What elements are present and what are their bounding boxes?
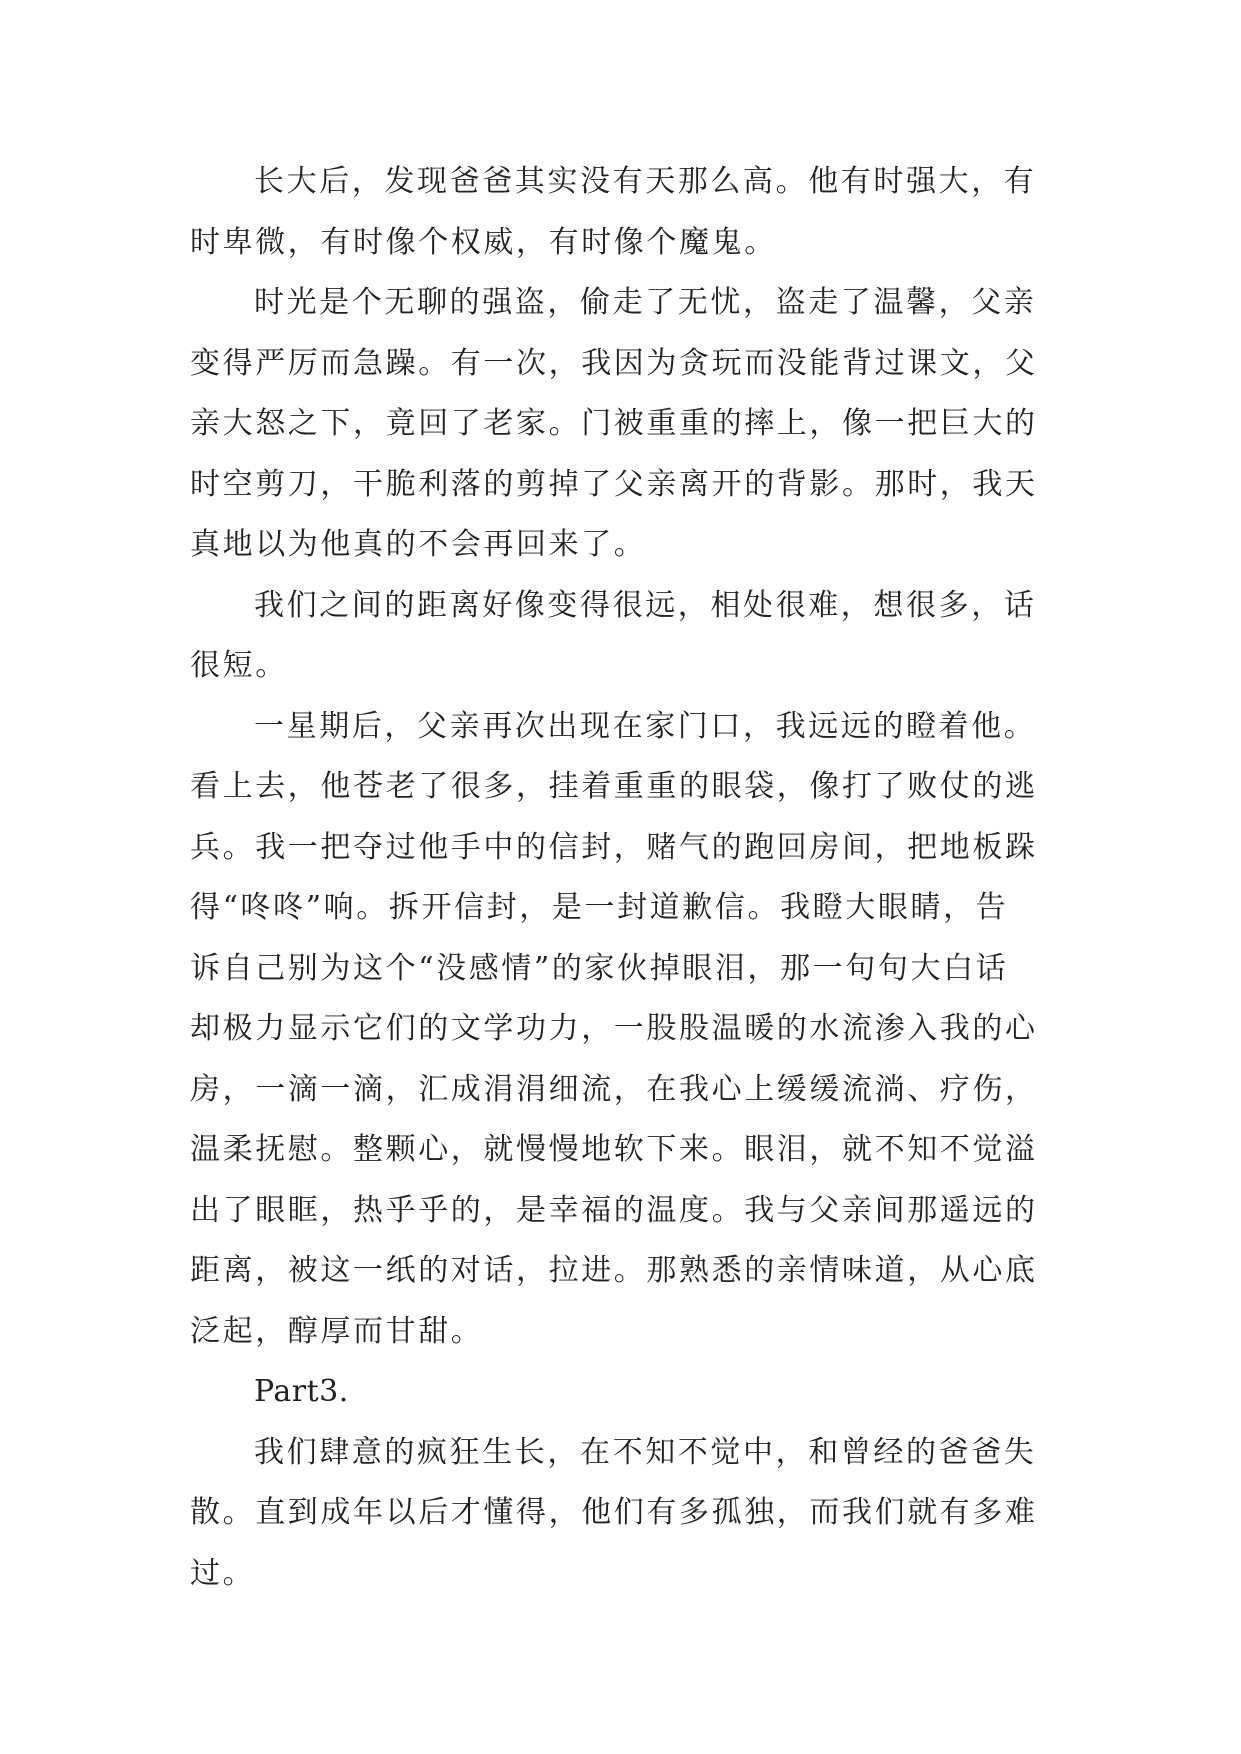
text-line: 很短。 [190,648,288,683]
text-line: 房，一滴一滴，汇成涓涓细流，在我心上缓缓流淌、疗伤， [190,1071,1038,1107]
text-line: 兵。我一把夺过他手中的信封，赌气的跑回房间，把地板跺 [190,829,1038,865]
text-line: 我们肆意的疯狂生长，在不知不觉中，和曾经的爸爸失 [254,1434,1037,1470]
text-line: 一星期后，父亲再次出现在家门口，我远远的瞪着他。 [254,708,1037,744]
text-line: 时空剪刀，干脆利落的剪掉了父亲离开的背影。那时，我天 [190,466,1038,502]
text-line: 散。直到成年以后才懂得，他们有多孤独，而我们就有多难 [190,1495,1038,1530]
paragraph-1 [190,152,1052,273]
text-line: 时卑微，有时像个权威，有时像个魔鬼。 [190,224,777,260]
text-line: 诉自己别为这个“没感情”的家伙掉眼泪，那一句句大白话 [190,950,1009,986]
paragraph-3 [190,576,1052,697]
document-body [190,152,1052,1604]
text-line: 看上去，他苍老了很多，挂着重重的眼袋，像打了败仗的逃 [190,769,1038,804]
text-line: 得“咚咚”响。拆开信封，是一封道歉信。我瞪大眼睛，告 [190,890,1009,925]
section-heading: Part3. [254,1374,349,1409]
text-line: 过。 [190,1555,256,1591]
text-line: 温柔抚慰。整颗心，就慢慢地软下来。眼泪，就不知不觉溢 [190,1132,1038,1167]
paragraph-2 [190,273,1052,576]
paragraph-5 [190,1423,1052,1605]
text-line: 时光是个无聊的强盗，偷走了无忧，盗走了温馨，父亲 [254,285,1037,320]
text-line: 变得严厉而急躁。有一次，我因为贪玩而没能背过课文，父 [190,345,1038,381]
text-line: 距离，被这一纸的对话，拉进。那熟悉的亲情味道，从心底 [190,1253,1038,1288]
paragraph-4 [190,697,1052,1363]
text-line: 却极力显示它们的文学功力，一股股温暖的水流渗入我的心 [190,1011,1038,1046]
text-line: 真地以为他真的不会再回来了。 [190,527,647,562]
text-line: 亲大怒之下，竟回了老家。门被重重的摔上，像一把巨大的 [190,406,1038,441]
text-line: 长大后，发现爸爸其实没有天那么高。他有时强大，有 [254,164,1037,199]
text-line: 泛起，醇厚而甘甜。 [190,1313,484,1349]
text-line: 出了眼眶，热乎乎的，是幸福的温度。我与父亲间那遥远的 [190,1192,1038,1228]
text-line: 我们之间的距离好像变得很远，相处很难，想很多，话 [254,587,1037,623]
